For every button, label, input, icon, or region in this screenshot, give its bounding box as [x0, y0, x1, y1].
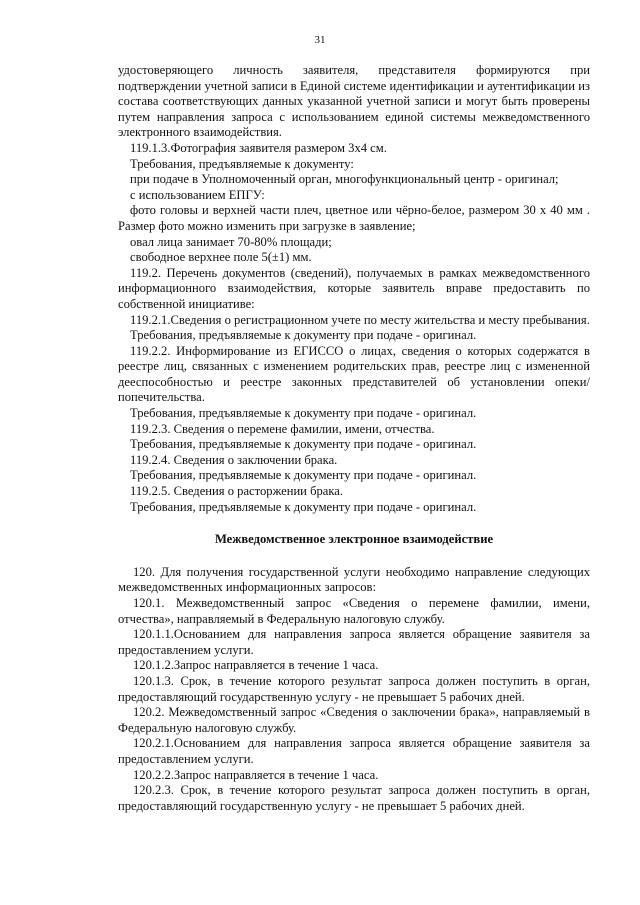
- paragraph: 120.2.1.Основанием для направления запроса является обращение заявителя за предоставлением услуги.: [118, 736, 590, 766]
- paragraph: Требования, предъявляемые к документу при подаче - оригинал.: [130, 437, 477, 452]
- paragraph: 120.2.3. Срок, в течение которого результат запроса должен поступить в орган, предоставляющий государственную услугу - не превышает 5 рабочих дней.: [118, 783, 590, 813]
- paragraph: 120.2. Межведомственный запрос «Сведения о заключении брака», направляемый в Федеральную налоговую службу.: [118, 705, 590, 735]
- paragraph: 119.2.1.Сведения о регистрационном учете по месту жительства и месту пребывания.: [130, 312, 590, 327]
- paragraph: удостоверяющего личность заявителя, представителя формируются при подтверждении учетной записи в Единой системе идентификации и аутентификации из состава соответствующих данных указанной учетной записи и могут быть проверены путем направления запроса с использованием единой системы межведомственного электронного взаимодействия.: [118, 63, 590, 140]
- paragraph: 119.2.2. Информирование из ЕГИССО о лицах, сведения о которых содержатся в реестре лиц, связанных с изменением родительских прав, реестре лиц с измененной дееспособностью и реестре законных представителей об установлении опеки/ попечительства.: [118, 343, 590, 405]
- paragraph: 119.2. Перечень документов (сведений), получаемых в рамках межведомственного информационного взаимодействия, которые заявитель вправе предоставить по собственной инициативе:: [118, 265, 590, 311]
- paragraph: 120.1. Межведомственный запрос «Сведения о перемене фамилии, имени, отчества», направляемый в Федеральную налоговую службу.: [118, 596, 590, 626]
- section-heading: Межведомственное электронное взаимодействие: [214, 532, 494, 547]
- paragraph: фото головы и верхней части плеч, цветное или чёрно-белое, размером 30 х 40 мм . Размер фото можно изменить при загрузке в заявление;: [118, 203, 590, 233]
- paragraph: 120.1.2.Запрос направляется в течение 1 часа.: [133, 658, 379, 673]
- paragraph: 120.2.2.Запрос направляется в течение 1 часа.: [133, 767, 379, 782]
- paragraph: овал лица занимает 70-80% площади;: [130, 234, 332, 249]
- paragraph: Требования, предъявляемые к документу при подаче - оригинал.: [130, 328, 477, 343]
- page-number: 31: [314, 34, 326, 46]
- document-body: [118, 63, 590, 814]
- paragraph: Требования, предъявляемые к документу при подаче - оригинал.: [130, 499, 477, 514]
- paragraph: свободное верхнее поле 5(±1) мм.: [130, 250, 312, 265]
- paragraph: 120.1.3. Срок, в течение которого результат запроса должен поступить в орган, предоставляющий государственную услугу - не превышает 5 рабочих дней.: [118, 673, 590, 704]
- paragraph: Требования, предъявляемые к документу при подаче - оригинал.: [130, 468, 477, 483]
- paragraph: при подаче в Уполномоченный орган, многофункциональный центр - оригинал;: [130, 172, 559, 187]
- paragraph: Требования, предъявляемые к документу при подаче - оригинал.: [130, 406, 477, 421]
- paragraph: 120. Для получения государственной услуги необходимо направление следующих межведомственных информационных запросов:: [118, 564, 590, 595]
- paragraph: 120.1.1.Основанием для направления запроса является обращение заявителя за предоставлением услуги.: [118, 627, 590, 657]
- paragraph: 119.1.3.Фотография заявителя размером 3х4 см.: [130, 140, 387, 155]
- paragraph: Требования, предъявляемые к документу:: [130, 156, 354, 171]
- paragraph: 119.2.3. Сведения о перемене фамилии, имени, отчества.: [130, 421, 435, 436]
- paragraph: 119.2.5. Сведения о расторжении брака.: [130, 484, 344, 499]
- paragraph: 119.2.4. Сведения о заключении брака.: [130, 452, 338, 467]
- paragraph: с использованием ЕПГУ:: [130, 187, 265, 202]
